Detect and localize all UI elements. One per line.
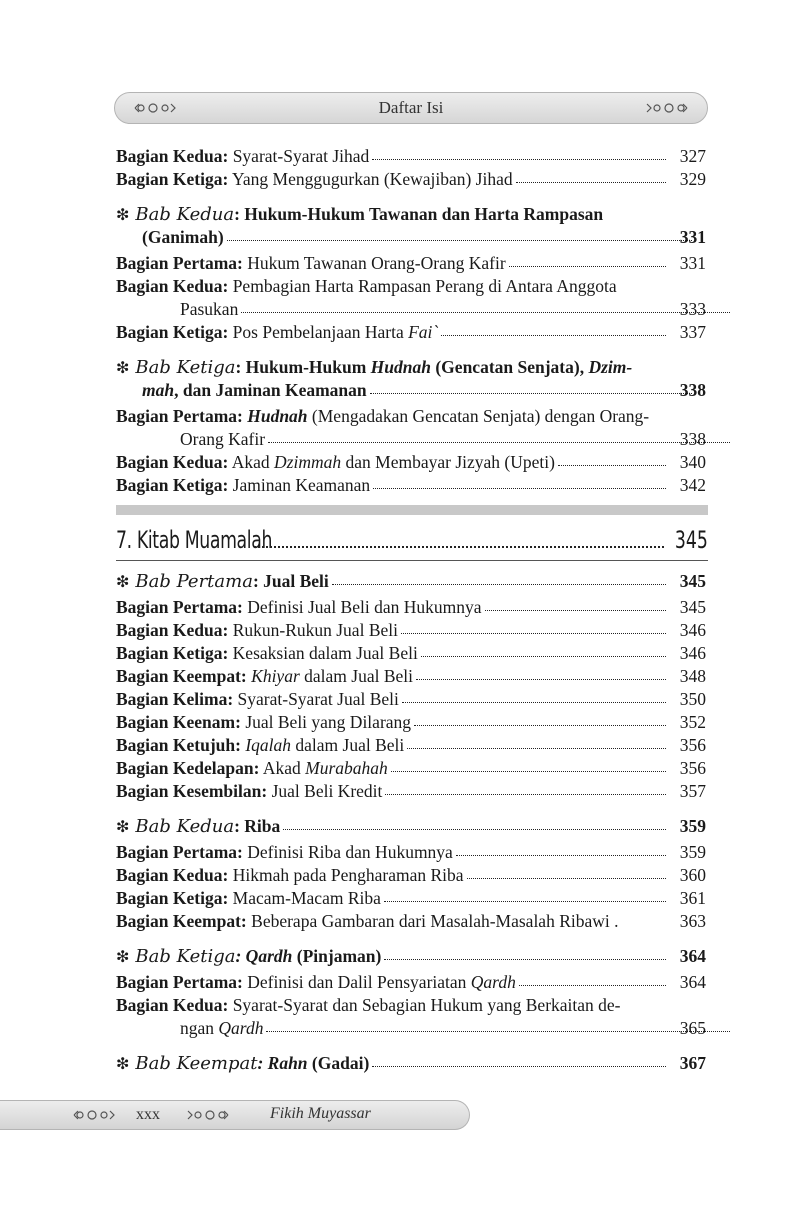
entry-label: Bagian Kedua: xyxy=(116,146,229,166)
toc-entry[interactable]: Bagian Pertama: Definisi Jual Beli dan Hukumnya 345 xyxy=(116,597,706,617)
entry-page: 333 xyxy=(679,299,706,319)
toc-top-section xyxy=(116,145,708,497)
toc-entry[interactable] xyxy=(116,168,708,191)
entry-page: 342 xyxy=(679,475,706,495)
toc-entry[interactable]: Bagian Ketiga: Pos Pembelanjaan Harta Fai` 337 xyxy=(116,322,706,342)
bab-heading[interactable]: ❇ Bab Pertama: Jual Beli 345 xyxy=(116,571,706,592)
entry-page: 327 xyxy=(679,146,706,166)
star-bullet-icon: ❇ xyxy=(116,207,130,224)
right-ornament-icon xyxy=(645,100,689,116)
star-bullet-icon: ❇ xyxy=(116,949,130,966)
bab-title: : Hukum-Hukum Tawanan dan Harta Rampasan xyxy=(234,204,604,224)
bab-heading-continuation[interactable] xyxy=(116,226,708,249)
bab-heading[interactable]: ❇ Bab Keempat: Rahn (Gadai) 367 xyxy=(116,1053,706,1074)
toc-entry[interactable]: Bagian Pertama: Definisi dan Dalil Pensyariatan Qardh 364 xyxy=(116,972,706,992)
kitab-page: 345 xyxy=(675,526,708,554)
toc-entry[interactable]: Bagian Kedelapan: Akad Murabahah 356 xyxy=(116,758,706,778)
toc-entry[interactable]: Bagian Ketujuh: Iqalah dalam Jual Beli 356 xyxy=(116,735,706,755)
entry-page: 331 xyxy=(679,253,706,273)
running-header xyxy=(114,92,708,124)
toc-entry[interactable]: Bagian Kedua: Hikmah pada Pengharaman Riba 360 xyxy=(116,865,706,885)
bab-heading[interactable]: ❇ Bab Ketiga: Qardh (Pinjaman) 364 xyxy=(116,946,706,967)
bab-page: 367 xyxy=(679,1053,706,1073)
toc-entry[interactable]: Bagian Pertama: Definisi Riba dan Hukumnya 359 xyxy=(116,842,706,862)
entry-text: Yang Menggugurkan (Kewajiban) Jihad xyxy=(228,169,513,189)
bab-heading[interactable] xyxy=(116,203,708,226)
toc-entry[interactable] xyxy=(116,145,708,168)
bab-heading[interactable]: ❇ Bab Kedua: Riba 359 xyxy=(116,816,706,837)
toc-entry[interactable]: Bagian Kedua: Rukun-Rukun Jual Beli 346 xyxy=(116,620,706,640)
entry-page: 340 xyxy=(679,452,706,472)
entry-page: 337 xyxy=(679,322,706,342)
star-bullet-icon: ❇ xyxy=(116,574,130,591)
bab-page: 345 xyxy=(679,571,706,591)
toc-entry-continuation[interactable]: ngan Qardh 365 xyxy=(116,1017,708,1040)
entry-page: 338 xyxy=(679,429,706,449)
toc-entry[interactable]: Bagian Kedua: Akad Dzimmah dan Membayar Jizyah (Upeti) 340 xyxy=(116,452,706,472)
bab-page: 331 xyxy=(679,227,706,247)
toc-bottom-section xyxy=(116,570,708,1075)
bab-title-cont: (Ganimah) xyxy=(142,227,224,247)
star-bullet-icon: ❇ xyxy=(116,360,130,377)
left-ornament-icon xyxy=(72,1107,116,1123)
toc-entry[interactable]: Bagian Kedua: Pembagian Harta Rampasan Perang di Antara Anggota xyxy=(116,276,617,296)
toc-entry[interactable]: Bagian Ketiga: Kesaksian dalam Jual Beli 346 xyxy=(116,643,706,663)
book-title: Fikih Muyassar xyxy=(270,1105,371,1122)
toc-entry[interactable]: Bagian Ketiga: Macam-Macam Riba 361 xyxy=(116,888,706,908)
toc-entry-continuation[interactable]: Pasukan 333 xyxy=(116,298,708,321)
kitab-underline xyxy=(116,560,708,561)
kitab-title: 7. Kitab Muamalah xyxy=(116,526,273,554)
bab-script-label: Bab Kedua xyxy=(135,204,235,225)
header-title: Daftar Isi xyxy=(378,98,444,117)
section-divider xyxy=(116,505,708,515)
toc-entry[interactable]: Bagian Kesembilan: Jual Beli Kredit 357 xyxy=(116,781,706,801)
bab-page: 338 xyxy=(679,380,706,400)
running-footer xyxy=(0,1100,470,1130)
star-bullet-icon: ❇ xyxy=(116,1056,130,1073)
page-number: xxx xyxy=(136,1106,160,1123)
toc-entry[interactable]: Bagian Kelima: Syarat-Syarat Jual Beli 350 xyxy=(116,689,706,709)
toc-entry[interactable]: Bagian Pertama: Hukum Tawanan Orang-Orang Kafir 331 xyxy=(116,253,706,273)
bab-page: 359 xyxy=(679,816,706,836)
entry-label: Bagian Ketiga: xyxy=(116,169,229,189)
bab-heading[interactable]: ❇ Bab Ketiga: Hukum-Hukum Hudnah (Gencatan Senjata), Dzim- xyxy=(116,357,633,378)
right-ornament-icon xyxy=(186,1107,230,1123)
bab-heading-continuation[interactable]: mah, dan Jaminan Keamanan 338 xyxy=(142,380,706,400)
toc-entry[interactable]: Bagian Keenam: Jual Beli yang Dilarang 352 xyxy=(116,712,706,732)
entry-page: 329 xyxy=(679,169,706,189)
toc-entry[interactable]: Bagian Keempat: Khiyar dalam Jual Beli 348 xyxy=(116,666,706,686)
bab-page: 364 xyxy=(679,946,706,966)
toc-entry[interactable]: Bagian Ketiga: Jaminan Keamanan 342 xyxy=(116,475,706,495)
toc-entry[interactable]: Bagian Kedua: Syarat-Syarat dan Sebagian Hukum yang Berkaitan de- xyxy=(116,995,621,1015)
star-bullet-icon: ❇ xyxy=(116,819,130,836)
entry-text: Syarat-Syarat Jihad xyxy=(228,146,370,166)
toc-entry[interactable]: Bagian Keempat: Beberapa Gambaran dari Masalah-Masalah Ribawi . 363 xyxy=(116,911,706,931)
toc-entry-continuation[interactable]: Orang Kafir 338 xyxy=(116,428,708,451)
toc-entry[interactable]: Bagian Pertama: Hudnah (Mengadakan Gencatan Senjata) dengan Orang- xyxy=(116,406,650,426)
kitab-heading[interactable] xyxy=(116,526,708,556)
